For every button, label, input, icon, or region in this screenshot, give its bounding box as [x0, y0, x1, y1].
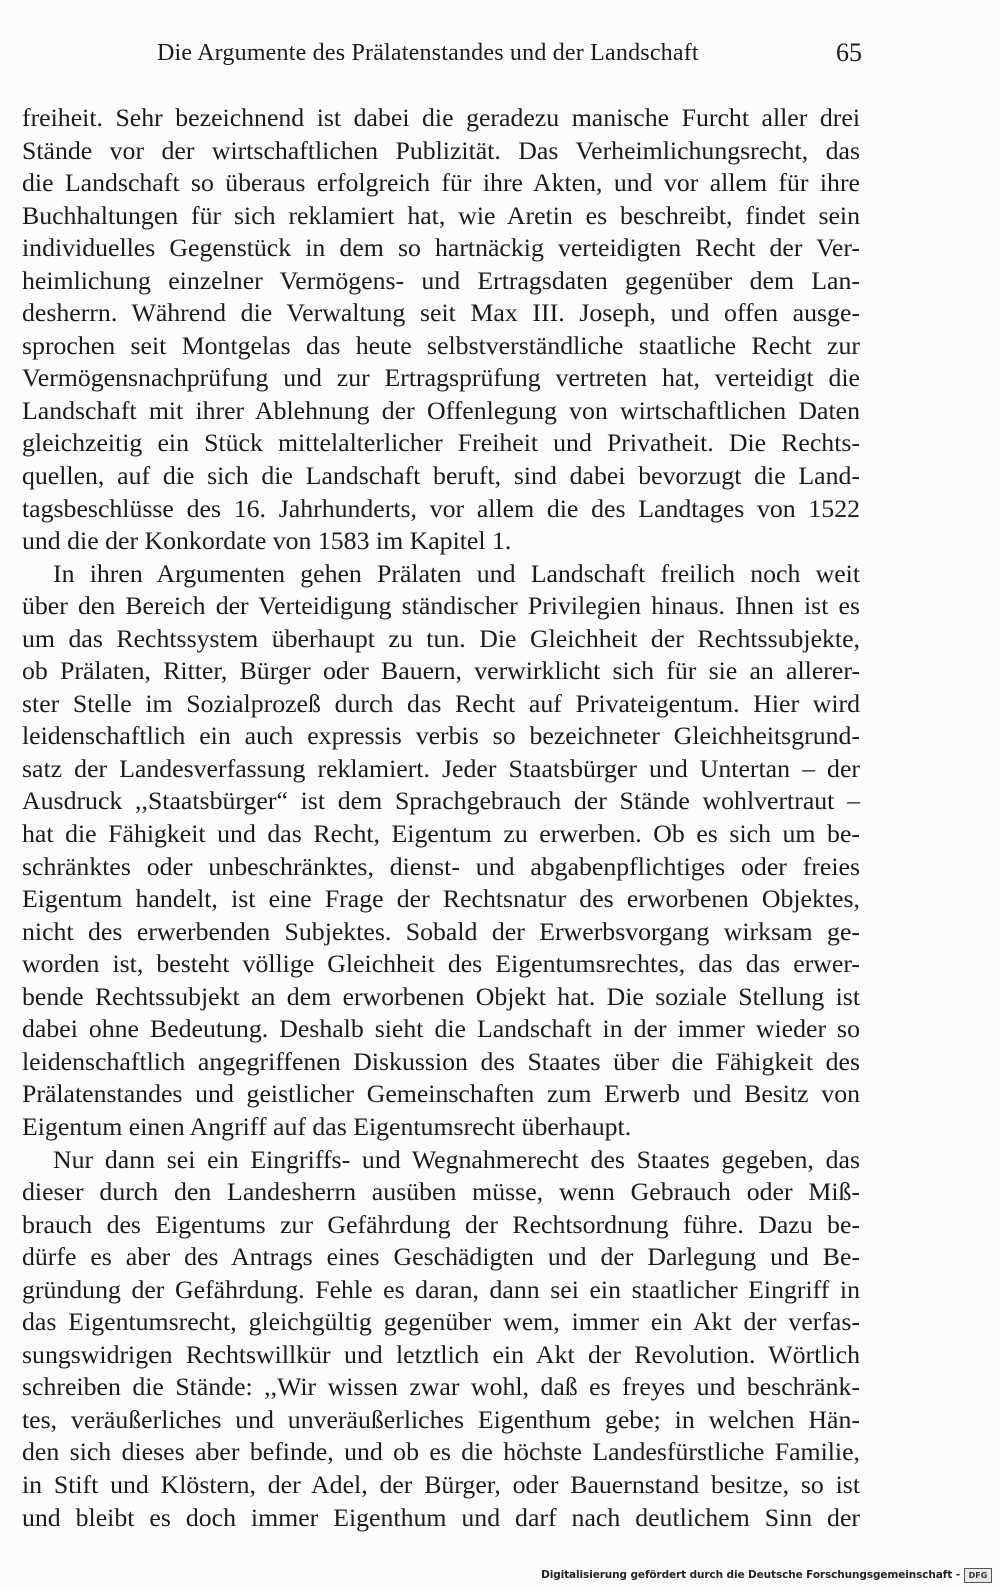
text-line: Buchhaltungen für sich reklamiert hat, wie Aretin es beschreibt, findet sein	[22, 200, 860, 230]
text-line: und die der Konkordate von 1583 im Kapitel 1.	[22, 526, 512, 556]
text-line: Eigentum handelt, ist eine Frage der Rechtsnatur des erworbenen Objektes,	[22, 884, 860, 914]
text-line: dabei ohne Bedeutung. Deshalb sieht die Landschaft in der immer wieder so	[22, 1014, 860, 1044]
text-line: tes, veräußerliches und unveräußerliches Eigenthum gebe; in welchen Hän-	[22, 1404, 860, 1434]
text-line: quellen, auf die sich die Landschaft beruft, sind dabei bevorzugt die Land-	[22, 461, 860, 491]
text-line: ob Prälaten, Ritter, Bürger oder Bauern, verwirklicht sich für sie an allerer-	[22, 656, 860, 686]
paragraph	[22, 1144, 860, 1535]
text-line: leidenschaftlich ein auch expressis verbis so bezeichneter Gleichheitsgrund-	[22, 721, 860, 751]
text-line: über den Bereich der Verteidigung ständischer Privilegien hinaus. Ihnen ist es	[22, 591, 860, 621]
text-line: schränktes oder unbeschränktes, dienst- und abgabenpflichtiges oder freies	[22, 851, 860, 881]
text-line: sungswidrigen Rechtswillkür und letztlich ein Akt der Revolution. Wörtlich	[22, 1339, 860, 1369]
text-line: In ihren Argumenten gehen Prälaten und Landschaft freilich noch weit	[53, 558, 860, 588]
body-text	[22, 102, 860, 1534]
text-line: den sich dieses aber befinde, und ob es die höchste Landesfürstliche Familie,	[22, 1437, 860, 1467]
text-line: und bleibt es doch immer Eigenthum und darf nach deutlichem Sinn der	[22, 1502, 860, 1532]
text-line: schreiben die Stände: ,,Wir wissen zwar wohl, daß es freyes und beschränk-	[22, 1372, 860, 1402]
page-header	[22, 40, 862, 80]
text-line: brauch des Eigentums zur Gefährdung der Rechtsordnung führe. Dazu be-	[22, 1209, 860, 1239]
text-line: dürfe es aber des Antrags eines Geschädigten und der Darlegung und Be-	[22, 1242, 860, 1272]
text-line: Vermögensnachprüfung und zur Ertragsprüfung vertreten hat, verteidigt die	[22, 363, 860, 393]
text-line: gründung der Gefährdung. Fehle es daran, dann sei ein staatlicher Eingriff in	[22, 1274, 860, 1304]
text-line: das Eigentumsrecht, gleichgültig gegenüber wem, immer ein Akt der verfas-	[22, 1307, 860, 1337]
text-line: sprochen seit Montgelas das heute selbstverständliche staatliche Recht zur	[22, 330, 860, 360]
text-line: Ausdruck ,,Staatsbürger“ ist dem Sprachgebrauch der Stände wohlvertraut –	[22, 786, 860, 816]
text-line: individuelles Gegenstück in dem so hartnäckig verteidigten Recht der Ver-	[22, 233, 860, 263]
text-line: desherrn. Während die Verwaltung seit Max III. Joseph, und offen ausge-	[22, 298, 860, 328]
text-line: hat die Fähigkeit und das Recht, Eigentum zu erwerben. Ob es sich um be-	[22, 819, 860, 849]
text-line: gleichzeitig ein Stück mittelalterlicher Freiheit und Privatheit. Die Rechts-	[22, 428, 860, 458]
paragraph	[22, 558, 860, 1144]
text-line: die Landschaft so überaus erfolgreich für ihre Akten, und vor allem für ihre	[22, 168, 860, 198]
text-line: nicht des erwerbenden Subjektes. Sobald der Erwerbsvorgang wirksam ge-	[22, 916, 860, 946]
text-line: tagsbeschlüsse des 16. Jahrhunderts, vor allem die des Landtages von 1522	[22, 493, 860, 523]
text-line: um das Rechtssystem überhaupt zu tun. Die Gleichheit der Rechtssubjekte,	[22, 623, 860, 653]
running-head: Die Argumente des Prälatenstandes und der Landschaft	[157, 40, 699, 66]
text-line: leidenschaftlich angegriffenen Diskussion des Staates über die Fähigkeit des	[22, 1046, 860, 1076]
text-line: dieser durch den Landesherrn ausüben müsse, wenn Gebrauch oder Miß-	[22, 1177, 860, 1207]
text-line: satz der Landesverfassung reklamiert. Jeder Staatsbürger und Untertan – der	[22, 753, 860, 783]
text-line: Prälatenstandes und geistlicher Gemeinschaften zum Erwerb und Besitz von	[22, 1079, 860, 1109]
text-line: Eigentum einen Angriff auf das Eigentumsrecht überhaupt.	[22, 1111, 632, 1141]
text-line: Stände vor der wirtschaftlichen Publizität. Das Verheimlichungsrecht, das	[22, 135, 860, 165]
page-number: 65	[836, 38, 862, 67]
text-line: worden ist, besteht völlige Gleichheit des Eigentumsrechtes, das das erwer-	[22, 949, 860, 979]
text-line: Landschaft mit ihrer Ablehnung der Offenlegung von wirtschaftlichen Daten	[22, 395, 860, 425]
text-line: in Stift und Klöstern, der Adel, der Bürger, oder Bauernstand besitze, so ist	[22, 1469, 860, 1499]
footer-credit: Digitalisierung gefördert durch die Deutsche Forschungsgemeinschaft -	[541, 1569, 960, 1581]
text-line: ster Stelle im Sozialprozeß durch das Recht auf Privateigentum. Hier wird	[22, 688, 860, 718]
text-line: heimlichung einzelner Vermögens- und Ertragsdaten gegenüber dem Lan-	[22, 265, 860, 295]
text-line: freiheit. Sehr bezeichnend ist dabei die geradezu manische Furcht aller drei	[22, 103, 860, 132]
text-line: Nur dann sei ein Eingriffs- und Wegnahmerecht des Staates gegeben, das	[53, 1144, 860, 1174]
text-line: bende Rechtssubjekt an dem erworbenen Objekt hat. Die soziale Stellung ist	[22, 981, 860, 1011]
dfg-logo-icon: DFG	[964, 1568, 992, 1583]
digitization-footer	[541, 1567, 992, 1583]
paragraph	[22, 102, 860, 558]
